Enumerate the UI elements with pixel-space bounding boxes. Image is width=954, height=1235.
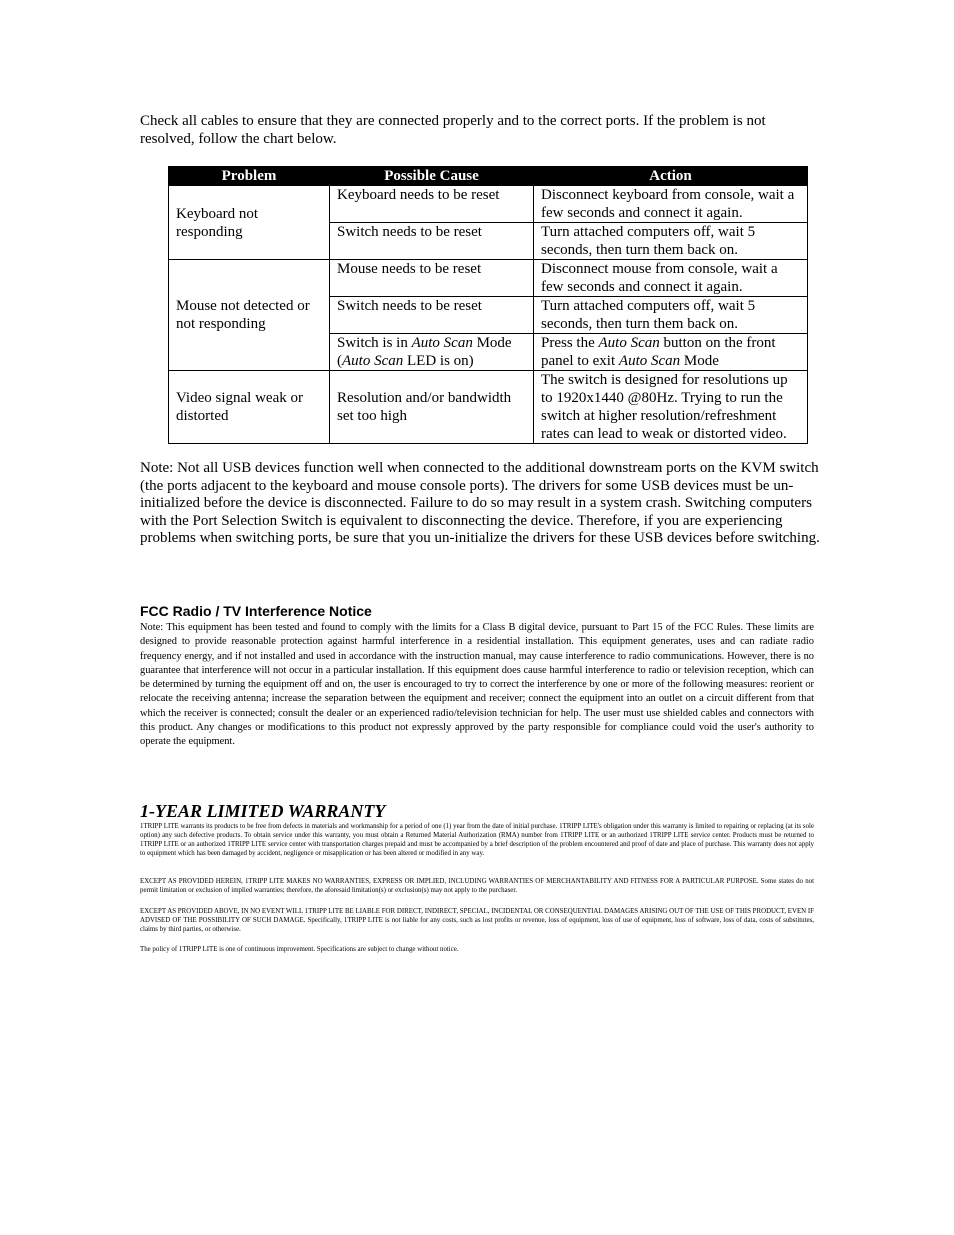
text-run: button on the front panel to exit (541, 335, 776, 369)
header-problem: Problem (169, 167, 330, 186)
warranty-paragraph: The policy of 1TRIPP LITE is one of continuous improvement. Specifications are subject to change without notice. (140, 946, 459, 953)
italic-run: Auto Scan (598, 335, 660, 351)
problem-mouse: Mouse not detected or not responding (169, 260, 330, 371)
header-possible-cause: Possible Cause (330, 167, 534, 186)
text-run: Press the (541, 335, 599, 351)
action-cell: The switch is designed for resolutions up to 1920x1440 @80Hz. Trying to run the switch at higher resolution/refreshment rates can lead to weak or distorted video. (534, 371, 808, 444)
cause-cell: Mouse needs to be reset (330, 260, 534, 297)
intro-paragraph: Check all cables to ensure that they are connected properly and to the correct ports. If the problem is not resolved, follow the chart below. (140, 113, 766, 147)
cause-cell (330, 334, 534, 371)
table-row (169, 371, 808, 444)
action-cell: Disconnect mouse from console, wait a few seconds and connect it again. (534, 260, 808, 297)
table-header-row (169, 167, 808, 186)
warranty-paragraph: 1TRIPP LITE warrants its products to be free from defects in materials and workmanship for a period of one (1) year from the date of initial purchase. 1TRIPP LITE's obligation under this warranty is limited to repairing or replacing (at its sole option) any such defective products. To obtain service under this warranty, you must obtain a Returned Material Authorization (RMA) number from 1TRIPP LITE or an authorized 1TRIPP LITE service center. Products must be returned to 1TRIPP LITE or an authorized 1TRIPP LITE service center with transportation charges prepaid and must be accompanied by a brief description of the problem encountered and proof of date and place of purchase. This warranty does not apply to equipment which has been damaged by accident, negligence or misapplication or has been altered or modified in any way. (140, 823, 814, 857)
text-run: LED is on) (403, 353, 474, 369)
italic-run: Auto Scan (342, 353, 404, 369)
text-run: Mode ( (337, 335, 512, 369)
italic-run: Auto Scan (411, 335, 473, 351)
fcc-notice-body: Note: This equipment has been tested and found to comply with the limits for a Class B digital device, pursuant to Part 15 of the FCC Rules. These limits are designed to provide reasonable protection against harmful interference in a residential installation. This equipment generates, uses and can radiate radio frequency energy, and if not installed and used in accordance with the instruction manual, may cause interference to radio communications. However, there is no guarantee that interference will not occur in a particular installation. If this equipment does cause harmful interference to radio or television reception, which can be determined by turning the equipment off and on, the user is encouraged to try to correct the interference by one or more of the following measures: reorient or relocate the receiving antenna; increase the separation between the equipment and receiver; connect the equipment into an outlet on a circuit different from that which the receiver is connected; consult the dealer or an experienced radio/television technician for help. The user must use shielded cables and connectors with this product. Any changes or modifications to this product not expressly approved by the party responsible for compliance could void the user's authority to operate the equipment. (140, 622, 814, 748)
action-cell (534, 334, 808, 371)
cause-cell: Switch needs to be reset (330, 223, 534, 260)
warranty-paragraph: EXCEPT AS PROVIDED HEREIN, 1TRIPP LITE MAKES NO WARRANTIES, EXPRESS OR IMPLIED, INCLUDING WARRANTIES OF MERCHANTABILITY AND FITNESS FOR A PARTICULAR PURPOSE. Some states do not permit limitation or exclusion of implied warranties; therefore, the aforesaid limitation(s) or exclusion(s) may not apply to the purchaser. (140, 878, 814, 894)
table-row (169, 260, 808, 297)
action-cell: Turn attached computers off, wait 5 seconds, then turn them back on. (534, 223, 808, 260)
italic-run: Auto Scan (618, 353, 681, 369)
cause-cell: Keyboard needs to be reset (330, 186, 534, 223)
action-cell: Disconnect keyboard from console, wait a few seconds and connect it again. (534, 186, 808, 223)
problem-keyboard: Keyboard not responding (169, 186, 330, 260)
fcc-heading: FCC Radio / TV Interference Notice (140, 603, 372, 619)
table-row (169, 186, 808, 223)
text-run: Mode (680, 353, 719, 369)
usb-note-paragraph: Note: Not all USB devices function well when connected to the additional downstream ports on the KVM switch (the ports adjacent to the keyboard and mouse console ports). The drivers for some USB devices must be un-initialized before the device is disconnected. Failure to do so may result in a system crash. Switching computers with the Port Selection Switch is equivalent to disconnecting the device. Therefore, if you are experiencing problems when switching ports, be sure that you un-initialize the drivers for these USB devices before switching. (140, 460, 820, 546)
action-cell: Turn attached computers off, wait 5 seconds, then turn them back on. (534, 297, 808, 334)
warranty-heading: 1-YEAR LIMITED WARRANTY (140, 801, 386, 821)
header-action: Action (534, 167, 808, 186)
troubleshooting-table (168, 166, 808, 444)
text-run: Switch is in (337, 335, 412, 351)
cause-cell: Switch needs to be reset (330, 297, 534, 334)
cause-cell: Resolution and/or bandwidth set too high (330, 371, 534, 444)
problem-video: Video signal weak or distorted (169, 371, 330, 444)
warranty-paragraph: EXCEPT AS PROVIDED ABOVE, IN NO EVENT WILL 1TRIPP LITE BE LIABLE FOR DIRECT, INDIRECT, SPECIAL, INCIDENTAL OR CONSEQUENTIAL DAMAGES ARISING OUT OF THE USE OF THIS PRODUCT, EVEN IF ADVISED OF THE POSSIBILITY OF SUCH DAMAGE. Specifically, 1TRIPP LITE is not liable for any costs, such as lost profits or revenue, loss of equipment, loss of use of equipment, loss of software, loss of data, costs of substitutes, claims by third parties, or otherwise. (140, 908, 814, 933)
